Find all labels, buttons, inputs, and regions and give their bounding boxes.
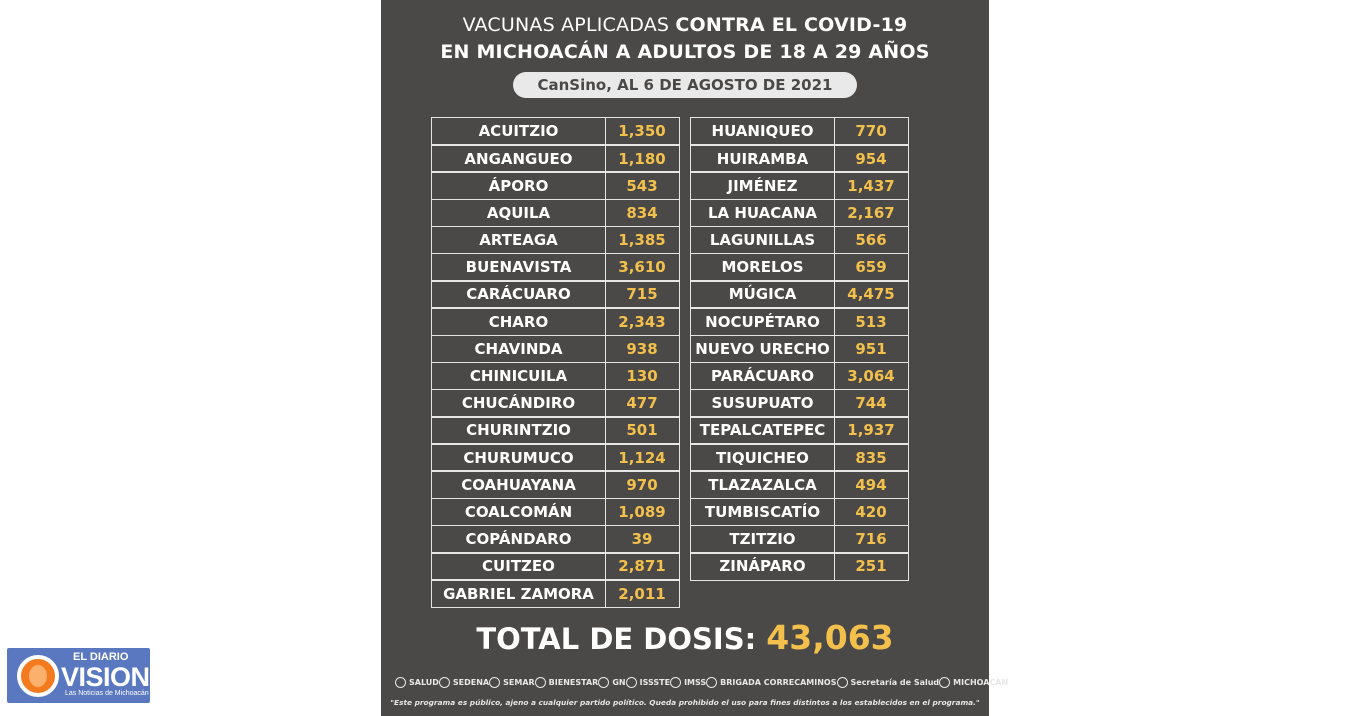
- seal-icon: [837, 677, 848, 688]
- dose-count: 970: [605, 470, 680, 499]
- institution-logo: [439, 677, 489, 688]
- table-row: [690, 280, 907, 307]
- dose-count: 39: [605, 525, 680, 554]
- table-row: [690, 226, 907, 253]
- table-row: [431, 253, 678, 280]
- municipality-name: TZITZIO: [690, 525, 835, 554]
- table-row: [690, 470, 907, 497]
- seal-icon: [535, 677, 546, 688]
- dose-count: 566: [834, 226, 909, 255]
- dose-count: 251: [834, 552, 909, 581]
- total-value: 43,063: [766, 618, 894, 657]
- table-row: [690, 362, 907, 389]
- title-line-2: EN MICHOACÁN A ADULTOS DE 18 A 29 AÑOS: [440, 41, 930, 63]
- municipality-name: COAHUAYANA: [431, 470, 606, 499]
- institution-name: SALUD: [409, 677, 439, 687]
- municipality-name: CARÁCUARO: [431, 280, 606, 309]
- institution-logo: [837, 677, 940, 688]
- institution-name: IMSS: [684, 677, 707, 687]
- table-row: [431, 470, 678, 497]
- dose-count: 130: [605, 362, 680, 391]
- institution-logo: [706, 677, 836, 688]
- dose-count: 659: [834, 253, 909, 282]
- municipality-name: HUANIQUEO: [690, 117, 835, 146]
- institution-name: Secretaría de Salud: [850, 677, 940, 687]
- table-row: [431, 199, 678, 226]
- municipality-name: SUSUPUATO: [690, 389, 835, 418]
- dose-count: 2,167: [834, 199, 909, 228]
- brand-line-1: EL DIARIO: [73, 651, 129, 663]
- table-row: [431, 335, 678, 362]
- institution-logos: [395, 672, 1009, 692]
- brand-line-3: Las Noticias de Michoacán: [65, 690, 149, 697]
- dose-count: 1,180: [605, 144, 680, 173]
- municipality-name: ACUITZIO: [431, 117, 606, 146]
- dose-count: 3,610: [605, 253, 680, 282]
- municipality-name: LA HUACANA: [690, 199, 835, 228]
- table-row: [431, 171, 678, 198]
- municipality-name: TIQUICHEO: [690, 443, 835, 472]
- title-line-1-bold: CONTRA EL COVID-19: [675, 14, 908, 36]
- municipality-name: ARTEAGA: [431, 226, 606, 255]
- institution-name: MICHOACÁN: [953, 677, 1009, 687]
- total-label: TOTAL DE DOSIS:: [476, 622, 767, 656]
- municipality-name: CHARO: [431, 307, 606, 336]
- dose-count: 951: [834, 335, 909, 364]
- seal-icon: [395, 677, 406, 688]
- municipality-name: BUENAVISTA: [431, 253, 606, 282]
- table-row: [690, 199, 907, 226]
- dose-count: 543: [605, 171, 680, 200]
- dose-count: 4,475: [834, 280, 909, 309]
- dose-count: 715: [605, 280, 680, 309]
- table-row: [431, 226, 678, 253]
- dose-count: 1,437: [834, 171, 909, 200]
- municipality-name: COALCOMÁN: [431, 498, 606, 527]
- table-row: [431, 416, 678, 443]
- dose-count: 835: [834, 443, 909, 472]
- table-row: [431, 389, 678, 416]
- municipality-name: TLAZAZALCA: [690, 470, 835, 499]
- institution-logo: [395, 677, 439, 688]
- table-row: [690, 253, 907, 280]
- institution-name: BIENESTAR: [548, 677, 599, 687]
- municipality-name: CHURINTZIO: [431, 416, 606, 445]
- dose-count: 1,937: [834, 416, 909, 445]
- table-row: [431, 498, 678, 525]
- institution-logo: [670, 677, 706, 688]
- seal-icon: [598, 677, 609, 688]
- municipality-name: NOCUPÉTARO: [690, 307, 835, 336]
- institution-name: SEMAR: [503, 677, 535, 687]
- table-row: [690, 443, 907, 470]
- total-doses: [381, 618, 989, 657]
- table-row: [431, 144, 678, 171]
- municipality-name: JIMÉNEZ: [690, 171, 835, 200]
- institution-logo: [598, 677, 625, 688]
- municipality-name: ZINÁPARO: [690, 552, 835, 581]
- dose-count: 770: [834, 117, 909, 146]
- dose-count: 1,385: [605, 226, 680, 255]
- municipality-name: CHINICUILA: [431, 362, 606, 391]
- subtitle-pill: CanSino, AL 6 DE AGOSTO DE 2021: [513, 72, 857, 98]
- dose-count: 477: [605, 389, 680, 418]
- table-row: [690, 389, 907, 416]
- table-row: [431, 362, 678, 389]
- institution-name: BRIGADA CORRECAMINOS: [720, 677, 837, 687]
- brand-line-2: VISION: [61, 662, 150, 692]
- seal-icon: [489, 677, 500, 688]
- table-row: [431, 552, 678, 579]
- municipality-name: CHURUMUCO: [431, 443, 606, 472]
- dose-count: 494: [834, 470, 909, 499]
- institution-name: SEDENA: [452, 677, 490, 687]
- table-row: [690, 117, 907, 144]
- table-row: [690, 525, 907, 552]
- institution-logo: [535, 677, 599, 688]
- municipality-name: ANGANGUEO: [431, 144, 606, 173]
- municipality-name: NUEVO URECHO: [690, 335, 835, 364]
- title-line-1-regular: VACUNAS APLICADAS: [462, 14, 676, 36]
- table-row: [431, 117, 678, 144]
- table-row: [690, 335, 907, 362]
- table-row: [431, 443, 678, 470]
- table-row: [690, 416, 907, 443]
- table-row: [690, 171, 907, 198]
- dose-count: 2,871: [605, 552, 680, 581]
- dose-count: 1,350: [605, 117, 680, 146]
- dose-count: 716: [834, 525, 909, 554]
- institution-logo: [626, 677, 670, 688]
- municipality-name: CHAVINDA: [431, 335, 606, 364]
- institution-logo: [489, 677, 535, 688]
- municipality-name: MÚGICA: [690, 280, 835, 309]
- municipality-name: CHUCÁNDIRO: [431, 389, 606, 418]
- seal-icon: [706, 677, 717, 688]
- municipality-table-right: [690, 117, 907, 579]
- title-line-1: [381, 14, 989, 36]
- municipality-name: TUMBISCATÍO: [690, 498, 835, 527]
- table-row: [690, 144, 907, 171]
- dose-count: 2,343: [605, 307, 680, 336]
- diario-vision-logo: [7, 648, 150, 703]
- municipality-name: MORELOS: [690, 253, 835, 282]
- municipality-name: GABRIEL ZAMORA: [431, 579, 606, 608]
- institution-logo: [939, 677, 1008, 688]
- disclaimer-text: "Este programa es público, ajeno a cualquier partido político. Queda prohibido el uso para fines distintos a los establecidos en el programa.": [390, 698, 980, 707]
- seal-icon: [939, 677, 950, 688]
- municipality-name: LAGUNILLAS: [690, 226, 835, 255]
- dose-count: 954: [834, 144, 909, 173]
- table-row: [690, 307, 907, 334]
- municipality-name: CUITZEO: [431, 552, 606, 581]
- dose-count: 3,064: [834, 362, 909, 391]
- table-row: [431, 579, 678, 606]
- table-row: [431, 525, 678, 552]
- brand-circle-icon: [17, 655, 59, 697]
- seal-icon: [626, 677, 637, 688]
- table-row: [431, 280, 678, 307]
- dose-count: 420: [834, 498, 909, 527]
- municipality-table-left: [431, 117, 678, 606]
- table-row: [431, 307, 678, 334]
- dose-count: 1,089: [605, 498, 680, 527]
- dose-count: 744: [834, 389, 909, 418]
- seal-icon: [670, 677, 681, 688]
- municipality-name: ÁPORO: [431, 171, 606, 200]
- dose-count: 1,124: [605, 443, 680, 472]
- municipality-name: AQUILA: [431, 199, 606, 228]
- municipality-name: TEPALCATEPEC: [690, 416, 835, 445]
- municipality-name: HUIRAMBA: [690, 144, 835, 173]
- seal-icon: [439, 677, 450, 688]
- dose-count: 2,011: [605, 579, 680, 608]
- municipality-name: PARÁCUARO: [690, 362, 835, 391]
- table-row: [690, 552, 907, 579]
- dose-count: 938: [605, 335, 680, 364]
- table-row: [690, 498, 907, 525]
- dose-count: 834: [605, 199, 680, 228]
- municipality-name: COPÁNDARO: [431, 525, 606, 554]
- dose-count: 513: [834, 307, 909, 336]
- institution-name: ISSSTE: [639, 677, 671, 687]
- infographic-panel: [381, 0, 1009, 716]
- institution-name: GN: [612, 677, 626, 687]
- dose-count: 501: [605, 416, 680, 445]
